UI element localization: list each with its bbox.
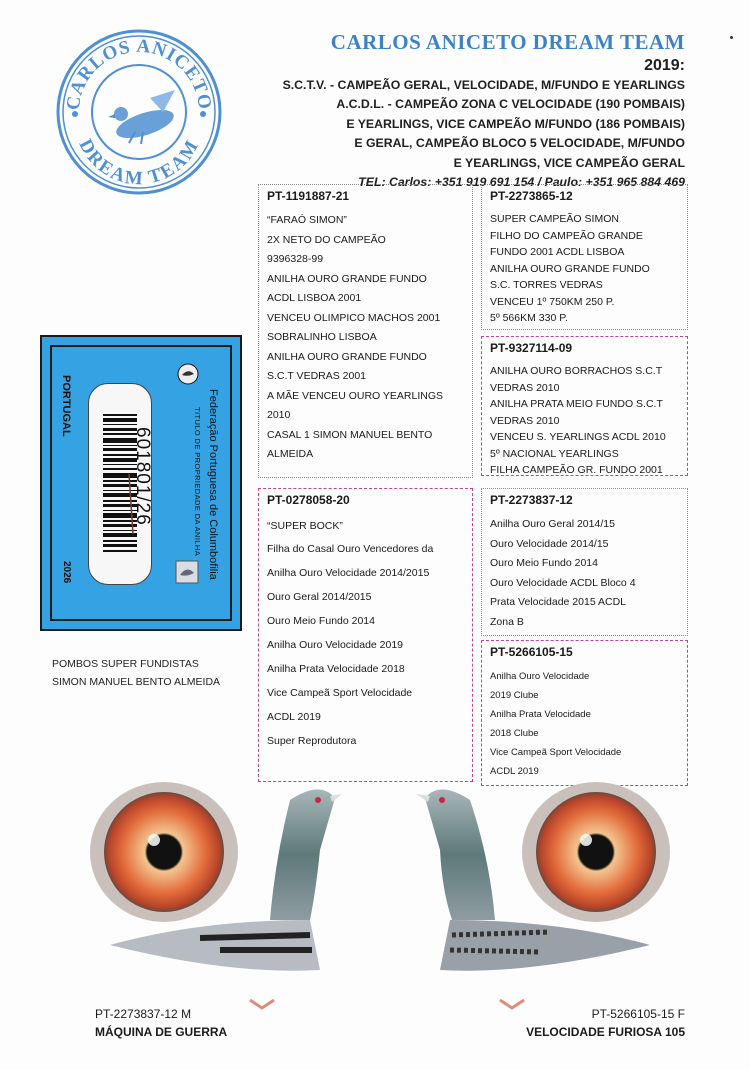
pedigree-line: FILHO DO CAMPEÃO GRANDE [490,229,643,242]
pedigree-box-granddam [481,336,688,476]
ring-number: PT-1191887-21 [267,189,350,203]
achievement-line: S.C.T.V. - CAMPEÃO GERAL, VELOCIDADE, M/FUNDO E YEARLINGS [282,77,685,92]
female-name: VELOCIDADE FURIOSA 105 [526,1025,685,1039]
header-achievements [215,56,685,193]
pedigree-line: Zona B [490,615,524,628]
pedigree-line: 5º NACIONAL YEARLINGS [490,447,619,460]
pedigree-line: Filha do Casal Ouro Vencedores da [267,543,434,555]
hologram-seal-icon [174,559,200,585]
pedigree-line: ANILHA PRATA MEIO FUNDO S.C.T [490,398,663,410]
pedigree-line: “FARAÓ SIMON” [267,214,347,226]
pigeons-photo [80,770,680,1020]
male-caption [95,1005,227,1041]
pedigree-line: SOBRALINHO LISBOA [267,331,377,343]
achievement-line: E YEARLINGS, VICE CAMPEÃO GERAL [453,155,685,170]
pedigree-line: Ouro Velocidade 2014/15 [490,537,609,550]
federation-subtitle: TITULO DE PROPRIEDADE DA ANILHA [193,407,202,557]
pedigree-line: Anilha Prata Velocidade 2018 [267,663,405,675]
country-label: PORTUGAL [60,375,72,437]
fundistas-line: SIMON MANUEL BENTO ALMEIDA [52,676,221,688]
right-eye-icon [522,782,670,922]
left-eye-icon [90,782,238,922]
pedigree-line: VENCEU S. YEARLINGS ACDL 2010 [490,431,666,443]
pedigree-line: ACDL LISBOA 2001 [267,292,362,304]
ring-number: PT-2273865-12 [490,189,573,203]
pedigree-line: ACDL 2019 [490,766,539,777]
pedigree-line: CASAL 1 SIMON MANUEL BENTO [267,428,433,441]
female-ring: PT-5266105-15 F [591,1007,685,1021]
pedigree-box-dam [258,488,473,782]
pedigree-line: Super Reprodutora [267,735,357,747]
pigeon-icon [108,90,177,144]
pedigree-line: 9396328-99 [267,253,324,265]
pedigree-line: 2019 Clube [490,690,539,701]
pedigree-line: Vice Campeã Sport Velocidade [490,747,622,758]
ring-number: PT-9327114-09 [490,341,573,355]
pedigree-box-male [481,488,688,636]
achievement-line: E GERAL, CAMPEÃO BLOCO 5 VELOCIDADE, M/FUNDO [354,136,685,150]
male-name: MÁQUINA DE GUERRA [95,1025,228,1039]
svg-text:CARLOS ANICETO [63,36,216,112]
ring-year: 2026 [61,561,72,584]
fundistas-line: POMBOS SUPER FUNDISTAS [52,658,199,670]
pedigree-line: 2018 Clube [490,728,539,739]
pedigree-line: Ouro Velocidade ACDL Bloco 4 [490,576,636,589]
svg-text:DREAM TEAM [75,136,204,190]
pedigree-line: Anilha Ouro Geral 2014/15 [490,518,615,530]
pedigree-line: “SUPER BOCK” [267,520,343,532]
pedigree-line: Ouro Geral 2014/2015 [267,591,372,603]
ring-number: PT-5266105-15 [490,645,573,659]
ring-number: PT-2273837-12 [490,493,573,507]
achievement-line: E YEARLINGS, VICE CAMPEÃO M/FUNDO (186 POMBAIS) [346,116,685,131]
pedigree-line: ANILHA OURO GRANDE FUNDO [267,272,427,285]
pedigree-line: Anilha Prata Velocidade [490,709,591,720]
pedigree-line: Anilha Ouro Velocidade 2019 [267,639,404,651]
header-year: 2019: [644,57,685,74]
feet-icon [250,1000,524,1008]
ring-number-large: 601801/26 [132,427,153,526]
fundistas-caption [52,655,220,691]
pedigree-line: 2010 [267,409,291,421]
pedigree-line: A MÃE VENCEU OURO YEARLINGS [267,389,444,402]
pedigree-line: VENCEU 1º 750KM 250 P. [490,295,615,308]
pedigree-line: ALMEIDA [267,448,314,460]
pedigree-line: Vice Campeã Sport Velocidade [267,687,413,699]
pedigree-line: S.C.T VEDRAS 2001 [267,370,367,382]
federation-logo-icon [177,363,199,385]
pedigree-line: FUNDO 2001 ACDL LISBOA [490,246,625,258]
pedigree-line: Prata Velocidade 2015 ACDL [490,596,627,608]
pedigree-line: Ouro Meio Fundo 2014 [267,615,375,627]
contact-phones: TEL: Carlos: +351 919 691 154 / Paulo: +351 965 884 469 [358,175,685,189]
pedigree-box-female [481,640,688,786]
stamp-top-text: CARLOS ANICETO [62,35,216,112]
pedigree-line: Ouro Meio Fundo 2014 [490,557,598,569]
pedigree-line: FILHA CAMPEÃO GR. FUNDO 2001 [490,464,663,476]
pedigree-line: VENCEU OLIMPICO MACHOS 2001 [267,311,441,324]
team-title: CARLOS ANICETO DREAM TEAM [330,30,685,54]
federation-name: Federação Portuguesa de Columbofilia [207,389,219,580]
pedigree-line: 5º 566KM 330 P. [490,312,568,324]
pedigree-line: Anilha Ouro Velocidade 2014/2015 [267,567,430,579]
dream-team-stamp [55,28,223,196]
pedigree-line: VEDRAS 2010 [490,414,560,427]
pedigree-box-sire [258,184,473,478]
pedigree-line: VEDRAS 2010 [490,381,560,394]
achievement-line: A.C.D.L. - CAMPEÃO ZONA C VELOCIDADE (190 POMBAIS) [336,97,685,111]
speck [730,36,733,39]
pedigree-box-grandsire [481,184,688,330]
stamp-bottom-text: DREAM TEAM [74,135,204,190]
pedigree-line: ANILHA OURO BORRACHOS S.C.T [490,365,663,377]
ring-ownership-card [40,335,242,631]
male-ring: PT-2273837-12 M [95,1007,192,1021]
pedigree-line: SUPER CAMPEÃO SIMON [490,213,619,225]
pedigree-line: Anilha Ouro Velocidade [490,671,590,682]
pedigree-line: ACDL 2019 [267,711,321,723]
female-caption [505,1005,685,1041]
pedigree-line: ANILHA OURO GRANDE FUNDO [490,262,650,275]
pedigree-line: ANILHA OURO GRANDE FUNDO [267,350,427,363]
ring-number: PT-0278058-20 [267,493,350,507]
pedigree-line: S.C. TORRES VEDRAS [490,279,603,291]
pedigree-line: 2X NETO DO CAMPEÃO [267,233,386,246]
